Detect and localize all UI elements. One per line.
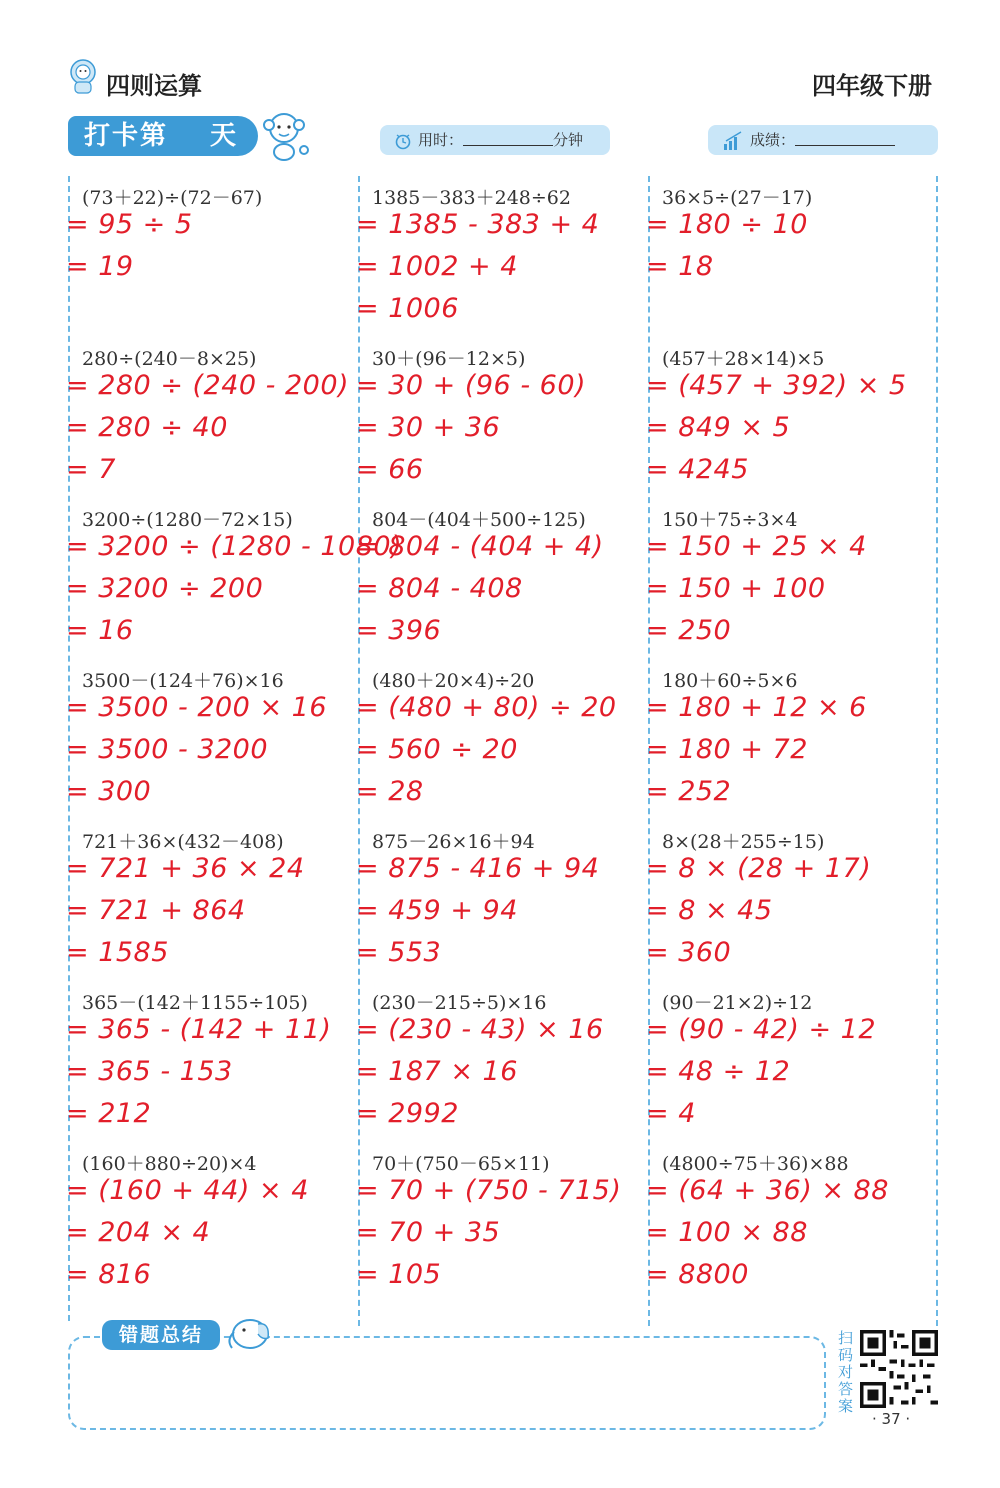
handwritten-step: = 212: [66, 1098, 152, 1129]
handwritten-step: = 180 + 72: [646, 734, 808, 765]
problem-cell: [356, 505, 655, 665]
handwritten-step: = 250: [646, 615, 732, 646]
problem-expression: (230－215÷5)×16: [372, 992, 547, 1014]
handwritten-step: = 30 + 36: [356, 412, 501, 443]
handwritten-step: = 280 ÷ 40: [66, 412, 228, 443]
handwritten-step: = 28: [356, 776, 424, 807]
problem-expression: (457＋28×14)×5: [662, 348, 825, 370]
handwritten-step: = 721 + 36 × 24: [66, 853, 305, 884]
handwritten-step: = (457 + 392) × 5: [646, 370, 907, 401]
handwritten-step: = (160 + 44) × 4: [66, 1175, 309, 1206]
handwritten-step: = 1585: [66, 937, 169, 968]
problem-expression: 875－26×16＋94: [372, 831, 535, 853]
handwritten-step: = 3200 ÷ (1280 - 1080): [66, 531, 403, 562]
handwritten-step: = 804 - (404 + 4): [356, 531, 604, 562]
problem-expression: 36×5÷(27－17): [662, 187, 813, 209]
handwritten-step: = 3200 ÷ 200: [66, 573, 264, 604]
handwritten-step: = 70 + (750 - 715): [356, 1175, 622, 1206]
error-summary-box[interactable]: [68, 1336, 826, 1430]
handwritten-step: = 721 + 864: [66, 895, 246, 926]
handwritten-step: = 180 ÷ 10: [646, 209, 808, 240]
problem-cell: [356, 1149, 655, 1309]
handwritten-step: = 100 × 88: [646, 1217, 808, 1248]
handwritten-step: = 875 - 416 + 94: [356, 853, 600, 884]
score-label: 成绩：: [750, 131, 796, 149]
problem-cell: [66, 344, 365, 504]
problem-cell: [66, 183, 365, 343]
handwritten-step: = 19: [66, 251, 134, 282]
problem-cell: [356, 344, 655, 504]
handwritten-step: = 150 + 25 × 4: [646, 531, 867, 562]
checkin-left: 打卡第: [84, 121, 169, 151]
checkin-right: 天: [210, 121, 239, 151]
monkey-mascot-icon: [256, 108, 312, 162]
handwritten-step: = 280 ÷ (240 - 200): [66, 370, 350, 401]
problem-cell: [646, 183, 945, 343]
alarm-clock-icon: [394, 132, 412, 150]
bar-chart-icon: [722, 131, 744, 151]
qr-code-icon[interactable]: [860, 1330, 938, 1408]
handwritten-step: = 66: [356, 454, 424, 485]
handwritten-step: = 30 + (96 - 60): [356, 370, 587, 401]
problem-cell: [356, 988, 655, 1148]
handwritten-step: = 16: [66, 615, 134, 646]
handwritten-step: = 8 × 45: [646, 895, 773, 926]
handwritten-step: = 4245: [646, 454, 749, 485]
problem-cell: [646, 827, 945, 987]
handwritten-step: = 300: [66, 776, 152, 807]
handwritten-step: = (480 + 80) ÷ 20: [356, 692, 617, 723]
problem-expression: (90－21×2)÷12: [662, 992, 813, 1014]
problem-expression: (160＋880÷20)×4: [82, 1153, 257, 1175]
handwritten-step: = 1385 - 383 + 4: [356, 209, 600, 240]
problem-cell: [356, 827, 655, 987]
problem-expression: 180＋60÷5×6: [662, 670, 798, 692]
handwritten-step: = 2992: [356, 1098, 459, 1129]
problem-cell: [646, 988, 945, 1148]
handwritten-step: = 95 ÷ 5: [66, 209, 193, 240]
handwritten-step: = 804 - 408: [356, 573, 523, 604]
handwritten-step: = 70 + 35: [356, 1217, 501, 1248]
problem-expression: 1385－383＋248÷62: [372, 187, 571, 209]
problem-expression: 365－(142＋1155÷105): [82, 992, 308, 1014]
problem-cell: [66, 1149, 365, 1309]
handwritten-step: = (90 - 42) ÷ 12: [646, 1014, 877, 1045]
problem-cell: [66, 666, 365, 826]
lion-mascot-icon: [66, 58, 100, 94]
problem-expression: 70＋(750－65×11): [372, 1153, 550, 1175]
handwritten-step: = 360: [646, 937, 732, 968]
handwritten-step: = 365 - 153: [66, 1056, 233, 1087]
problem-cell: [66, 988, 365, 1148]
problem-expression: 8×(28＋255÷15): [662, 831, 825, 853]
time-field: [380, 125, 610, 155]
handwritten-step: = 18: [646, 251, 714, 282]
section-title: 四则运算: [106, 72, 202, 100]
handwritten-step: = 187 × 16: [356, 1056, 518, 1087]
handwritten-step: = (230 - 43) × 16: [356, 1014, 604, 1045]
problem-expression: 3200÷(1280－72×15): [82, 509, 293, 531]
handwritten-step: = 8800: [646, 1259, 749, 1290]
problem-cell: [356, 183, 655, 343]
handwritten-step: = 1002 + 4: [356, 251, 518, 282]
handwritten-step: = 396: [356, 615, 442, 646]
score-blank[interactable]: [795, 135, 895, 146]
handwritten-step: = 816: [66, 1259, 152, 1290]
problem-expression: (4800÷75＋36)×88: [662, 1153, 849, 1175]
score-field: [708, 125, 938, 155]
handwritten-step: = 48 ÷ 12: [646, 1056, 791, 1087]
problem-cell: [66, 827, 365, 987]
handwritten-step: = 8 × (28 + 17): [646, 853, 872, 884]
page-number: · 37 ·: [872, 1410, 911, 1428]
handwritten-step: = 4: [646, 1098, 696, 1129]
grade-label: 四年级下册: [812, 72, 932, 100]
problem-expression: 721＋36×(432－408): [82, 831, 284, 853]
handwritten-step: = 180 + 12 × 6: [646, 692, 867, 723]
problem-expression: 3500－(124＋76)×16: [82, 670, 284, 692]
handwritten-step: = 105: [356, 1259, 442, 1290]
problem-expression: (480＋20×4)÷20: [372, 670, 535, 692]
handwritten-step: = 252: [646, 776, 732, 807]
problem-cell: [646, 666, 945, 826]
problem-expression: 280÷(240－8×25): [82, 348, 257, 370]
handwritten-step: = 553: [356, 937, 442, 968]
problem-expression: 30＋(96－12×5): [372, 348, 526, 370]
problem-cell: [356, 666, 655, 826]
handwritten-step: = 365 - (142 + 11): [66, 1014, 332, 1045]
handwritten-step: = 150 + 100: [646, 573, 826, 604]
handwritten-step: = 7: [66, 454, 116, 485]
handwritten-step: = 3500 - 3200: [66, 734, 269, 765]
handwritten-step: = 1006: [356, 293, 459, 324]
handwritten-step: = 204 × 4: [66, 1217, 211, 1248]
problem-expression: 804－(404＋500÷125): [372, 509, 586, 531]
handwritten-step: = (64 + 36) × 88: [646, 1175, 889, 1206]
error-summary-label: 错题总结: [102, 1320, 220, 1350]
handwritten-step: = 459 + 94: [356, 895, 518, 926]
time-label: 用时：: [418, 131, 464, 149]
handwritten-step: = 3500 - 200 × 16: [66, 692, 328, 723]
time-blank[interactable]: [463, 135, 553, 146]
problem-expression: 150＋75÷3×4: [662, 509, 798, 531]
handwritten-step: = 560 ÷ 20: [356, 734, 518, 765]
checkin-banner: [68, 116, 258, 156]
problem-cell: [646, 344, 945, 504]
problem-cell: [646, 1149, 945, 1309]
time-unit: 分钟: [553, 131, 584, 149]
elephant-mascot-icon: [224, 1312, 276, 1354]
problem-cell: [646, 505, 945, 665]
problem-expression: (73＋22)÷(72－67): [82, 187, 263, 209]
qr-caption: 扫码对答案: [838, 1329, 854, 1415]
handwritten-step: = 849 × 5: [646, 412, 791, 443]
